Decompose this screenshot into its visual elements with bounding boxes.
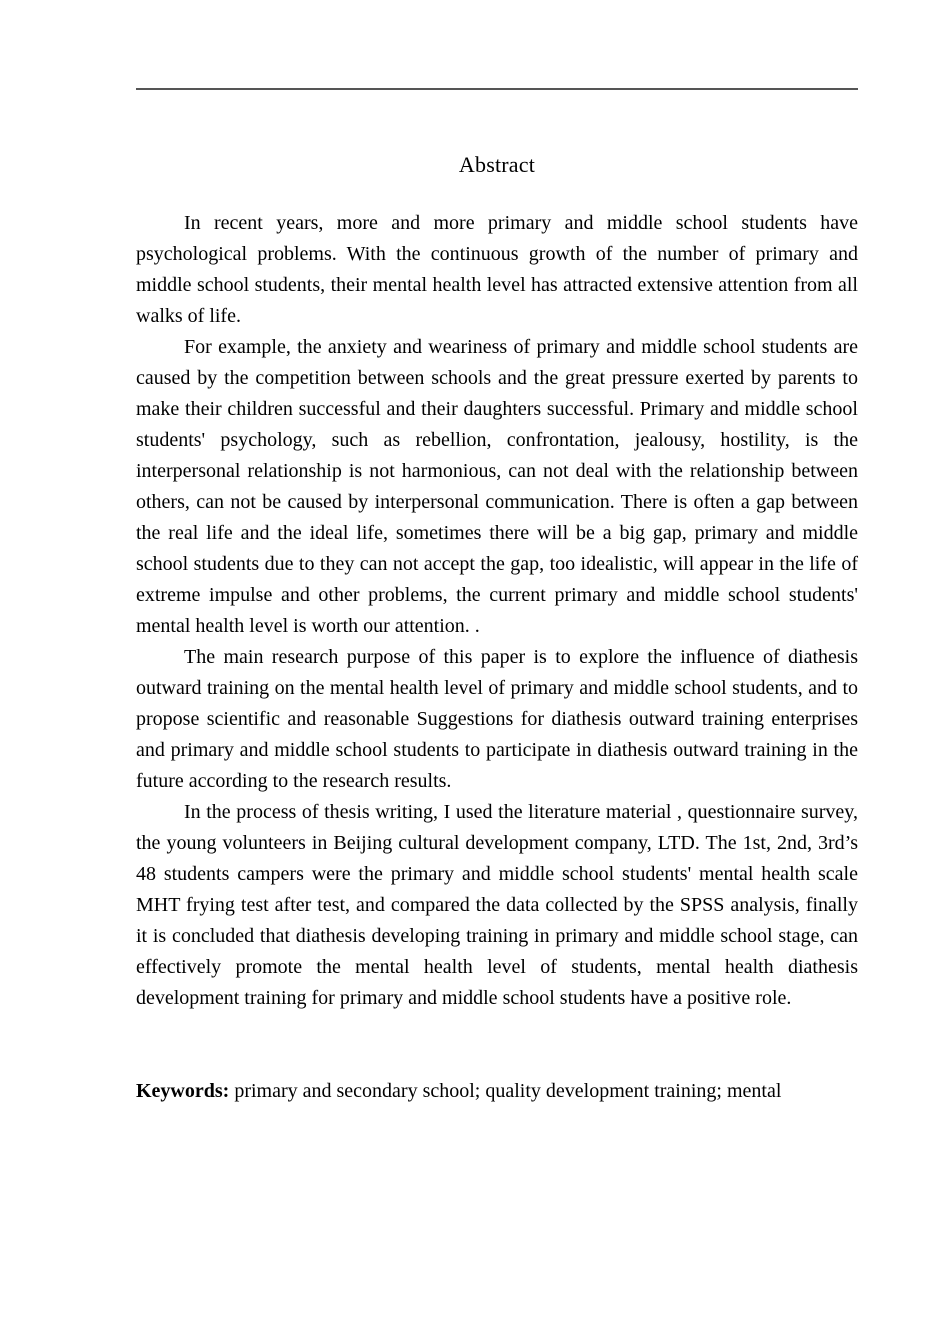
paragraph: In recent years, more and more primary and middle school students have psychological problems. With the continuous growth of the number of primary and middle school students, their mental health level has attracted extensive attention from all walks of life. bbox=[136, 212, 858, 327]
keywords-line bbox=[136, 1014, 858, 1107]
paragraph: The main research purpose of this paper is to explore the influence of diathesis outward training on the mental health level of primary and middle school students, and to propose scientific and reasonable Suggestions for diathesis outward training enterprises and primary and middle school students to participate in diathesis outward training in the future according to the research results. bbox=[136, 646, 858, 792]
abstract-body bbox=[136, 208, 858, 1014]
header-rule bbox=[136, 88, 858, 90]
page-title: Abstract bbox=[458, 152, 536, 177]
keywords-label: Keywords: bbox=[136, 1080, 230, 1102]
paragraph: In the process of thesis writing, I used the literature material , questionnaire survey, the young volunteers in Beijing cultural development company, LTD. The 1st, 2nd, 3rd’s 48 students campers were the primary and middle school students' mental health scale MHT frying test after test, and compared the data collected by the SPSS analysis, finally it is concluded that diathesis developing training in primary and middle school stage, can effectively promote the mental health level of students, mental health diathesis development training for primary and middle school students have a positive role. bbox=[136, 801, 858, 1009]
page-content bbox=[136, 150, 858, 1107]
keywords-value: primary and secondary school; quality development training; mental bbox=[229, 1080, 782, 1102]
paragraph: For example, the anxiety and weariness of primary and middle school students are caused by the competition between schools and the great pressure exerted by parents to make their children successful and their daughters successful. Primary and middle school students' psychology, such as rebellion, confrontation, jealousy, hostility, is the interpersonal relationship is not harmonious, can not deal with the relationship between others, can not be caused by interpersonal communication. There is often a gap between the real life and the ideal life, sometimes there will be a big gap, primary and middle school students due to they can not accept the gap, too idealistic, will appear in the life of extreme impulse and other problems, the current primary and middle school students' mental health level is worth our attention. . bbox=[136, 336, 858, 637]
